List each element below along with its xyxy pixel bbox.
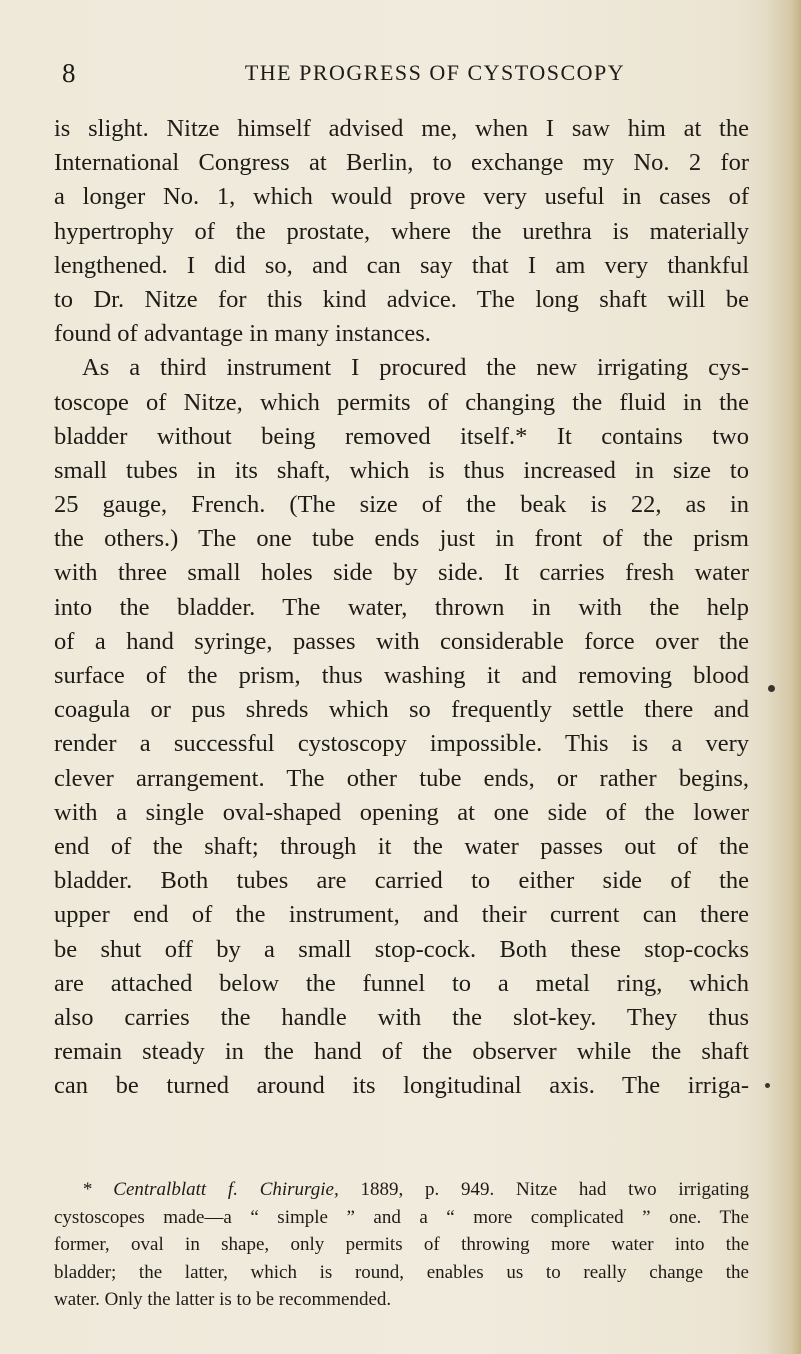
footnote-line: bladder; the latter, which is round, enables us to really change the xyxy=(54,1261,749,1283)
text-line: toscope of Nitze, which permits of changing the fluid in the xyxy=(54,388,749,416)
footnote-line: former, oval in shape, only permits of throwing more water into the xyxy=(54,1234,749,1255)
text-line: end of the shaft; through it the water passes out of the xyxy=(54,832,749,860)
page-number: 8 xyxy=(62,58,76,88)
footnote-line xyxy=(54,1176,749,1204)
text-line: remain steady in the hand of the observer while the shaft xyxy=(54,1038,749,1066)
text-line: be shut off by a small stop-cock. Both these stop-cocks xyxy=(54,935,749,963)
footnote xyxy=(54,1176,749,1314)
body-text xyxy=(54,112,749,1103)
text-line: of a hand syringe, passes with considerable force over the xyxy=(54,627,749,655)
text-line: As a third instrument I procured the new irrigating cys- xyxy=(82,354,749,382)
text-line: hypertrophy of the prostate, where the urethra is materially xyxy=(54,217,749,245)
text-line: render a successful cystoscopy impossible. This is a very xyxy=(54,730,749,758)
text-line: bladder. Both tubes are carried to either side of the xyxy=(54,867,749,895)
ink-speck xyxy=(768,685,775,692)
text-line: with three small holes side by side. It carries fresh water xyxy=(54,559,749,587)
text-line: the others.) The one tube ends just in front of the prism xyxy=(54,525,749,553)
footnote-line: water. Only the latter is to be recommended. xyxy=(54,1289,392,1310)
footnote-marker: * xyxy=(82,1179,92,1200)
text-line: a longer No. 1, which would prove very useful in cases of xyxy=(54,183,749,211)
text-line: are attached below the funnel to a metal ring, which xyxy=(54,969,749,997)
text-line: also carries the handle with the slot-key. They thus xyxy=(54,1003,749,1031)
text-line: bladder without being removed itself.* It contains two xyxy=(54,422,749,450)
text-line: small tubes in its shaft, which is thus increased in size to xyxy=(54,456,749,484)
page-header xyxy=(0,58,801,98)
footnote-citation: 1889, p. 949. Nitze had two irrigating xyxy=(360,1179,750,1200)
text-line: International Congress at Berlin, to exchange my No. 2 for xyxy=(54,149,749,177)
text-line: with a single oval-shaped opening at one side of the lower xyxy=(54,798,749,826)
text-line: upper end of the instrument, and their current can there xyxy=(54,901,749,929)
text-line: lengthened. I did so, and can say that I am very thankful xyxy=(54,251,749,279)
text-line: coagula or pus shreds which so frequently settle there and xyxy=(54,696,749,724)
text-line: to Dr. Nitze for this kind advice. The long shaft will be xyxy=(54,285,749,313)
footnote-line: cystoscopes made—a “ simple ” and a “ more complicated ” one. The xyxy=(54,1206,749,1228)
ink-speck xyxy=(765,1083,770,1088)
text-line: clever arrangement. The other tube ends, or rather begins, xyxy=(54,764,749,792)
text-line: into the bladder. The water, thrown in with the help xyxy=(54,593,749,621)
footnote-journal: Centralblatt f. Chirurgie, xyxy=(113,1179,339,1200)
running-head: THE PROGRESS OF CYSTOSCOPY xyxy=(244,60,626,85)
text-line: found of advantage in many instances. xyxy=(54,320,431,348)
text-line: can be turned around its longitudinal axis. The irriga- xyxy=(54,1072,749,1100)
page-edge-shadow xyxy=(767,0,801,1354)
text-line: is slight. Nitze himself advised me, when I saw him at the xyxy=(54,115,749,142)
text-line: surface of the prism, thus washing it and removing blood xyxy=(54,662,749,689)
text-line: 25 gauge, French. (The size of the beak is 22, as in xyxy=(54,491,749,519)
